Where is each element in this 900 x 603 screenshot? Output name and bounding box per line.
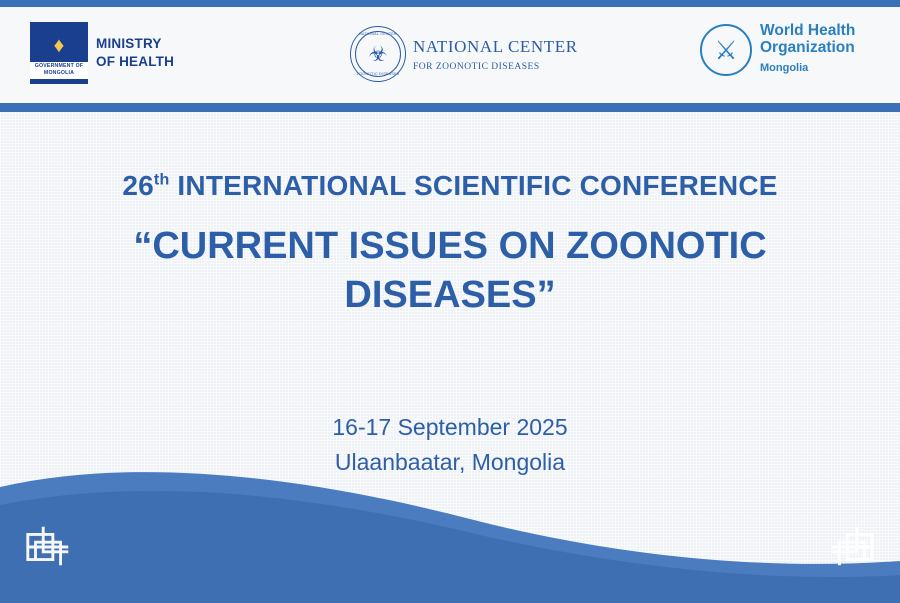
conference-theme: “CURRENT ISSUES ON ZOONOTIC DISEASES” <box>133 225 767 316</box>
emblem-caption-line1: GOVERNMENT OF <box>34 63 84 70</box>
knot-icon-right <box>822 521 880 573</box>
nczd-seal-bottom-text: ZOONOTIC DISEASES <box>356 72 400 76</box>
national-center-zoonotic-diseases-logo <box>350 26 578 82</box>
conference-heading <box>0 170 900 202</box>
mongolia-government-emblem-icon <box>30 22 88 84</box>
mongolian-knot-ornament-right <box>822 521 880 581</box>
nczd-seal-top-text: NATIONAL CENTER <box>359 32 397 36</box>
conference-number-suffix: th <box>153 171 170 189</box>
nczd-name-line1: NATIONAL CENTER <box>413 37 578 57</box>
who-emblem-icon: ⚔ <box>700 24 752 76</box>
mongolian-knot-ornament-left <box>20 521 78 581</box>
header-divider-bar <box>0 103 900 112</box>
who-country-label: Mongolia <box>760 61 809 74</box>
bottom-wave-decoration <box>0 443 900 603</box>
who-name-block <box>760 22 855 74</box>
ministry-of-health-logo <box>30 22 174 84</box>
conference-number: 26 <box>122 170 154 201</box>
soyombo-symbol-icon: ♦ <box>53 33 65 57</box>
nczd-name <box>413 34 578 74</box>
ministry-name-line2: OF HEALTH <box>96 54 175 69</box>
conference-title-text: INTERNATIONAL SCIENTIFIC CONFERENCE <box>169 170 778 201</box>
who-name-line1: World Health <box>760 22 856 39</box>
ministry-name-line1: MINISTRY <box>96 35 162 51</box>
event-date: 16-17 September 2025 <box>332 414 568 440</box>
biohazard-icon: ☣ <box>368 42 388 66</box>
knot-icon-left <box>20 521 78 573</box>
event-location: Ulaanbaatar, Mongolia <box>334 448 566 475</box>
who-logo <box>700 22 855 76</box>
nczd-seal-icon <box>350 26 406 82</box>
title-block <box>0 170 900 319</box>
top-accent-bar <box>0 0 900 7</box>
emblem-caption <box>30 62 88 79</box>
who-name-line2: Organization <box>760 39 855 57</box>
nczd-name-line2: FOR ZOONOTIC DISEASES <box>413 61 540 72</box>
slide-body <box>0 112 900 603</box>
ministry-of-health-name <box>96 35 174 71</box>
emblem-caption-line2: MONGOLIA <box>43 70 75 77</box>
